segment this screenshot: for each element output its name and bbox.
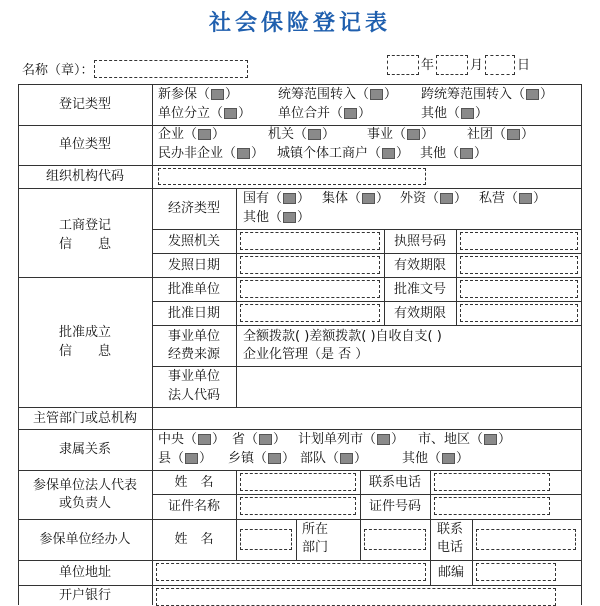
checkbox-icon[interactable] [283,212,296,223]
legal-rep-name-label: 姓 名 [174,475,214,490]
legal-rep-id-type-label: 证件名称 [167,499,220,514]
option-unit-merge[interactable]: 单位合并（ ） [278,106,372,121]
license-no-label: 执照号码 [393,234,446,249]
legal-rep-label: 参保单位法人代表 [32,478,137,493]
legal-rep-id-type-field[interactable] [240,497,356,515]
handler-name-label: 姓 名 [174,532,214,547]
handler-phone-label: 联系 [437,522,464,537]
issuer-field[interactable] [240,232,380,250]
option-unit-split[interactable]: 单位分立（ ） [158,106,252,121]
handler-name-field[interactable] [240,529,292,550]
month-field[interactable] [436,55,468,75]
option-reg-other[interactable]: 其他（ ） [421,106,489,121]
page-title: 社会保险登记表 [208,10,391,36]
approve-unit-field[interactable] [240,280,380,298]
unit-type-label: 单位类型 [58,137,111,152]
supervisor-label: 主管部门或总机构 [32,411,137,426]
checkbox-icon[interactable] [268,453,281,464]
option-state-owned[interactable]: 国有（ ） [243,191,311,206]
registration-type-label: 登记类型 [58,97,111,112]
checkbox-icon[interactable] [442,453,455,464]
handler-dept-label: 所在 [302,522,329,537]
enterprise-management-option[interactable]: 企业化管理（是 否 ） [243,347,369,362]
option-central[interactable]: 中央（ ） [158,432,226,447]
option-planned-city[interactable]: 计划单列市（ ） [298,432,405,447]
valid-period-field[interactable] [460,256,578,274]
option-transfer-in[interactable]: 统筹范围转入（ ） [278,87,398,102]
option-government[interactable]: 机关（ ） [268,127,336,142]
issue-date-field[interactable] [240,256,380,274]
approval-valid-period-label: 有效期限 [393,306,446,321]
approval-label-line2: 信 息 [58,344,111,359]
legal-rep-label-line2: 或负责人 [58,496,111,511]
approve-doc-field[interactable] [460,280,578,298]
economy-type-label: 经济类型 [167,201,220,216]
name-label: 名称（章）： [22,63,94,78]
business-reg-label: 工商登记 [58,218,111,233]
checkbox-icon[interactable] [185,453,198,464]
option-county[interactable]: 县（ ） [158,451,213,466]
option-military[interactable]: 部队（ ） [300,451,368,466]
option-affiliation-other[interactable]: 其他（ ） [402,451,470,466]
address-field[interactable] [156,563,426,581]
year-label: 年 [421,58,435,73]
postcode-label: 邮编 [437,565,464,580]
checkbox-icon[interactable] [440,193,453,204]
affiliation-label: 隶属关系 [58,442,111,457]
funding-label-line2: 经费来源 [167,347,220,362]
handler-phone-label-line2: 电话 [437,540,464,555]
option-cross-transfer-in[interactable]: 跨统筹范围转入（ ） [421,87,554,102]
legal-code-label-line2: 法人代码 [167,388,220,403]
postcode-field[interactable] [476,563,556,581]
legal-rep-phone-field[interactable] [434,473,550,491]
option-private[interactable]: 私营（ ） [479,191,547,206]
approve-doc-label: 批准文号 [393,282,446,297]
option-economy-other[interactable]: 其他（ ） [243,210,311,225]
funding-label: 事业单位 [167,329,220,344]
issue-date-label: 发照日期 [167,258,220,273]
option-self-employed[interactable]: 城镇个体工商户（ ） [277,146,410,161]
option-institution[interactable]: 事业（ ） [367,127,435,142]
funding-options[interactable]: 全额拨款( )差额拨款( )自收自支( ) [243,329,442,344]
handler-label: 参保单位经办人 [39,532,131,547]
checkbox-icon[interactable] [237,148,250,159]
legal-code-label: 事业单位 [167,369,220,384]
option-city-prefecture[interactable]: 市、地区（ ） [418,432,512,447]
handler-dept-field[interactable] [364,529,426,550]
checkbox-icon[interactable] [198,434,211,445]
option-unit-other[interactable]: 其他（ ） [420,146,488,161]
approve-date-field[interactable] [240,304,380,322]
option-foreign[interactable]: 外资（ ） [400,191,468,206]
legal-rep-id-no-field[interactable] [434,497,550,515]
year-field[interactable] [387,55,419,75]
checkbox-icon[interactable] [308,129,321,140]
option-enterprise[interactable]: 企业（ ） [158,127,226,142]
checkbox-icon[interactable] [211,89,224,100]
checkbox-icon[interactable] [526,89,539,100]
option-province[interactable]: 省（ ） [232,432,287,447]
legal-rep-phone-label: 联系电话 [368,475,421,490]
checkbox-icon[interactable] [461,108,474,119]
approval-label: 批准成立 [58,325,111,340]
address-label: 单位地址 [58,565,111,580]
checkbox-icon[interactable] [340,453,353,464]
valid-period-label: 有效期限 [393,258,446,273]
option-township[interactable]: 乡镇（ ） [228,451,296,466]
checkbox-icon[interactable] [259,434,272,445]
checkbox-icon[interactable] [224,108,237,119]
checkbox-icon[interactable] [407,129,420,140]
org-code-field[interactable] [158,168,426,185]
month-label: 月 [470,58,484,73]
issuer-label: 发照机关 [167,234,220,249]
org-code-label: 组织机构代码 [45,169,124,184]
option-new-insured[interactable]: 新参保（ ） [158,87,239,102]
checkbox-icon[interactable] [283,193,296,204]
checkbox-icon[interactable] [370,89,383,100]
checkbox-icon[interactable] [344,108,357,119]
option-collective[interactable]: 集体（ ） [322,191,390,206]
checkbox-icon[interactable] [382,148,395,159]
legal-rep-name-field[interactable] [240,473,356,491]
bank-field[interactable] [156,588,556,606]
day-field[interactable] [485,55,515,75]
checkbox-icon[interactable] [377,434,390,445]
checkbox-icon[interactable] [484,434,497,445]
license-no-field[interactable] [460,232,578,250]
option-private-nonenterprise[interactable]: 民办非企业（ ） [158,146,265,161]
bank-label: 开户银行 [58,588,111,603]
checkbox-icon[interactable] [198,129,211,140]
option-association[interactable]: 社团（ ） [467,127,535,142]
approve-unit-label: 批准单位 [167,282,220,297]
business-reg-label-line2: 信 息 [58,237,111,252]
name-field[interactable] [94,60,248,78]
checkbox-icon[interactable] [507,129,520,140]
approval-valid-period-field[interactable] [460,304,578,322]
checkbox-icon[interactable] [460,148,473,159]
checkbox-icon[interactable] [519,193,532,204]
day-label: 日 [517,58,531,73]
approve-date-label: 批准日期 [167,306,220,321]
checkbox-icon[interactable] [362,193,375,204]
handler-dept-label-line2: 部门 [302,540,329,555]
handler-phone-field[interactable] [476,529,576,550]
legal-rep-id-no-label: 证件号码 [368,499,421,514]
